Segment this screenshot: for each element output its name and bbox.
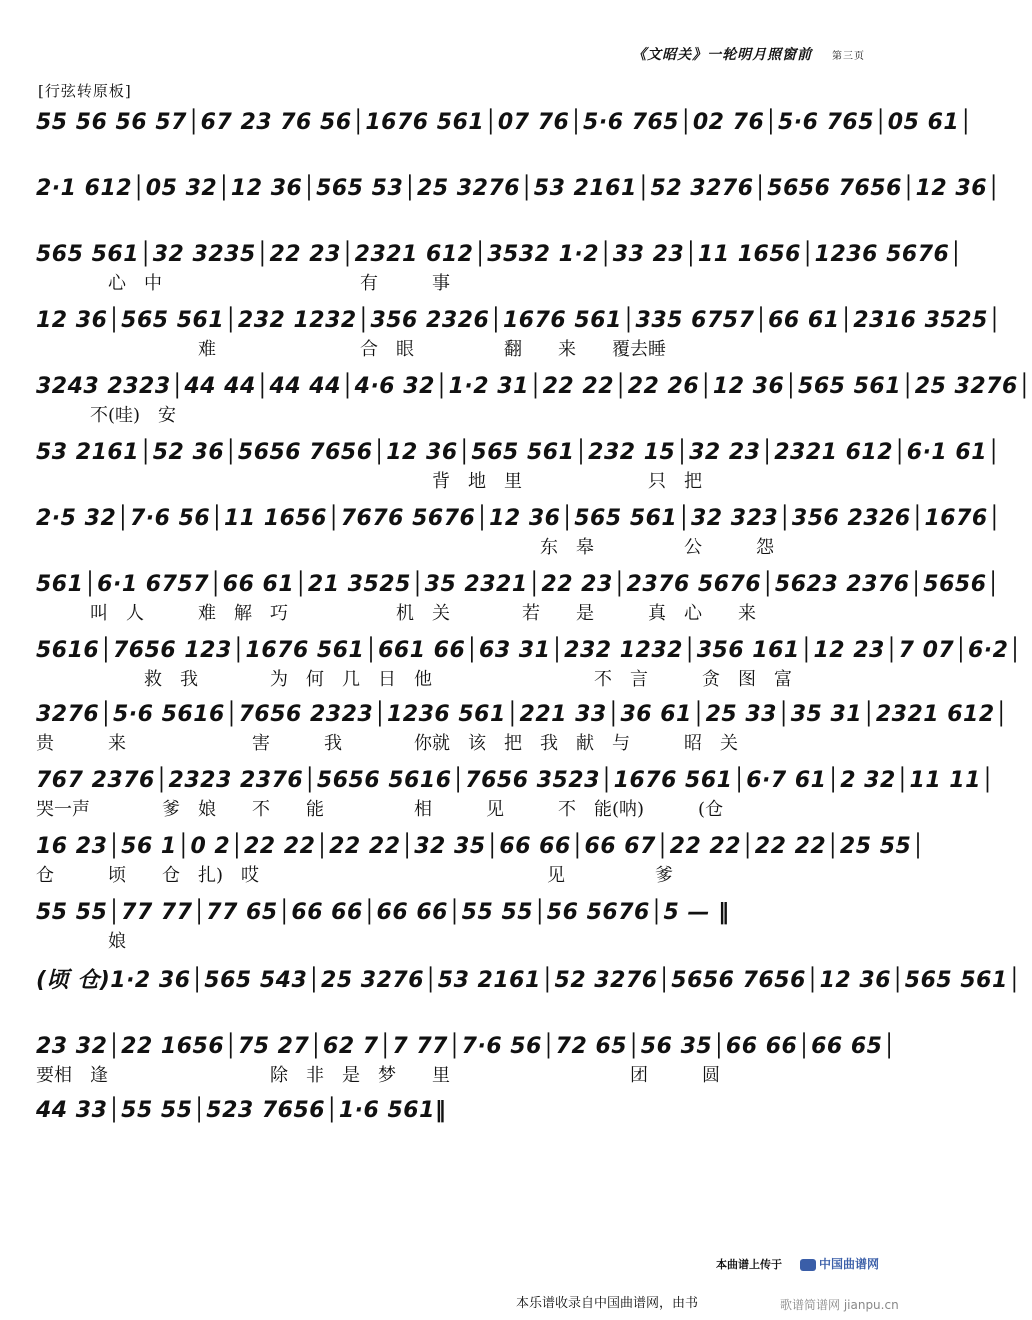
- notation-line: 55 55│77 77│77 65│66 66│66 66│55 55│56 5676│5 — ‖: [36, 900, 730, 925]
- notation-line: 767 2376│2323 2376│5656 5616│7656 3523│1676 561│6·7 61│2 32│11 11│: [36, 768, 995, 793]
- lyrics-line: 东 皋 公 怨: [36, 537, 774, 558]
- lyrics-line: [36, 998, 896, 1022]
- page-header: [632, 44, 865, 64]
- lyrics-line: 难 合 眼 翻 来 覆去睡: [36, 339, 666, 360]
- lyrics-line: [36, 206, 896, 230]
- lyrics-line: [36, 140, 896, 164]
- notation-line: 16 23│56 1│0 2│22 22│22 22│32 35│66 66│66 67│22 22│22 22│25 55│: [36, 834, 926, 859]
- notation-line: (顷 仓)1·2 36│565 543│25 3276│53 2161│52 3276│5656 7656│12 36│565 561│: [36, 968, 1022, 993]
- score-row: [36, 636, 1023, 690]
- lyrics-line: 仓 顷 仓 扎) 哎 见 爹: [36, 865, 674, 886]
- notation-line: 44 33│55 55│523 7656│1·6 561‖: [36, 1098, 447, 1123]
- lyrics-line: 要相 逢 除 非 是 梦 里 团 圆: [36, 1065, 720, 1086]
- notation-line: 2·1 612│05 32│12 36│565 53│25 3276│53 2161│52 3276│5656 7656│12 36│: [36, 176, 1001, 201]
- lyrics-line: 娘: [36, 931, 126, 952]
- site-logo[interactable]: [800, 1255, 879, 1272]
- score-row: [36, 306, 1002, 360]
- score-row: [36, 766, 995, 820]
- lyrics-line: 哭一声 爹 娘 不 能 相 见 不 能(呐) (仓: [36, 799, 724, 820]
- notation-line: 5616│7656 123│1676 561│661 66│63 31│232 1232│356 161│12 23│7 07│6·2│: [36, 638, 1023, 663]
- score-row: [36, 372, 1032, 426]
- notation-line: 565 561│32 3235│22 23│2321 612│3532 1·2│33 23│11 1656│1236 5676│: [36, 242, 964, 267]
- score-title: 《文昭关》一轮明月照窗前: [632, 47, 813, 63]
- score-row: [36, 1096, 896, 1130]
- notation-line: 561│6·1 6757│66 61│21 3525│35 2321│22 23│2376 5676│5623 2376│5656│: [36, 572, 1001, 597]
- score-row: [36, 504, 1002, 558]
- lyrics-line: 背 地 里 只 把: [36, 471, 702, 492]
- score-row: [36, 966, 1022, 1000]
- notation-line: 2·5 32│7·6 56│11 1656│7676 5676│12 36│565 561│32 323│356 2326│1676│: [36, 506, 1002, 531]
- score-row: [36, 1032, 897, 1086]
- lyrics-line: 心 中 有 事: [36, 273, 450, 294]
- upload-note: 本曲谱上传于: [716, 1258, 782, 1271]
- score-row: [36, 700, 1009, 754]
- site-logo-icon: [800, 1259, 816, 1271]
- score-row: [36, 832, 926, 886]
- notation-line: 23 32│22 1656│75 27│62 7│7 77│7·6 56│72 65│56 35│66 66│66 65│: [36, 1034, 897, 1059]
- lyrics-line: 叫 人 难 解 巧 机 关 若 是 真 心 来: [36, 603, 756, 624]
- score-row: [36, 240, 964, 294]
- lyrics-line: [36, 1128, 896, 1152]
- page-number: 第三页: [832, 51, 865, 62]
- site-logo-text: 中国曲谱网: [819, 1257, 880, 1271]
- score-row: [36, 108, 973, 142]
- notation-line: 12 36│565 561│232 1232│356 2326│1676 561│335 6757│66 61│2316 3525│: [36, 308, 1002, 333]
- notation-line: 53 2161│52 36│5656 7656│12 36│565 561│232 15│32 23│2321 612│6·1 61│: [36, 440, 1001, 465]
- score-row: [36, 898, 896, 952]
- lyrics-line: 救 我 为 何 几 日 他 不 言 贪 图 富: [36, 669, 792, 690]
- source-note: 本乐谱收录自中国曲谱网，由书: [516, 1296, 699, 1311]
- lyrics-line: 不(哇) 安: [36, 405, 177, 426]
- score-row: [36, 438, 1001, 492]
- score-row: [36, 174, 1001, 208]
- tempo-marking: [行弦转原板]: [38, 82, 132, 100]
- watermark: 歌谱简谱网 jianpu.cn: [780, 1298, 899, 1312]
- notation-line: 3276│5·6 5616│7656 2323│1236 561│221 33│36 61│25 33│35 31│2321 612│: [36, 702, 1009, 727]
- score-row: [36, 570, 1001, 624]
- notation-line: 3243 2323│44 44│44 44│4·6 32│1·2 31│22 22│22 26│12 36│565 561│25 3276│: [36, 374, 1032, 399]
- notation-line: 55 56 56 57│67 23 76 56│1676 561│07 76│5·6 765│02 76│5·6 765│05 61│: [36, 110, 973, 135]
- lyrics-line: 贵 来 害 我 你就 该 把 我 献 与 昭 关: [36, 733, 738, 754]
